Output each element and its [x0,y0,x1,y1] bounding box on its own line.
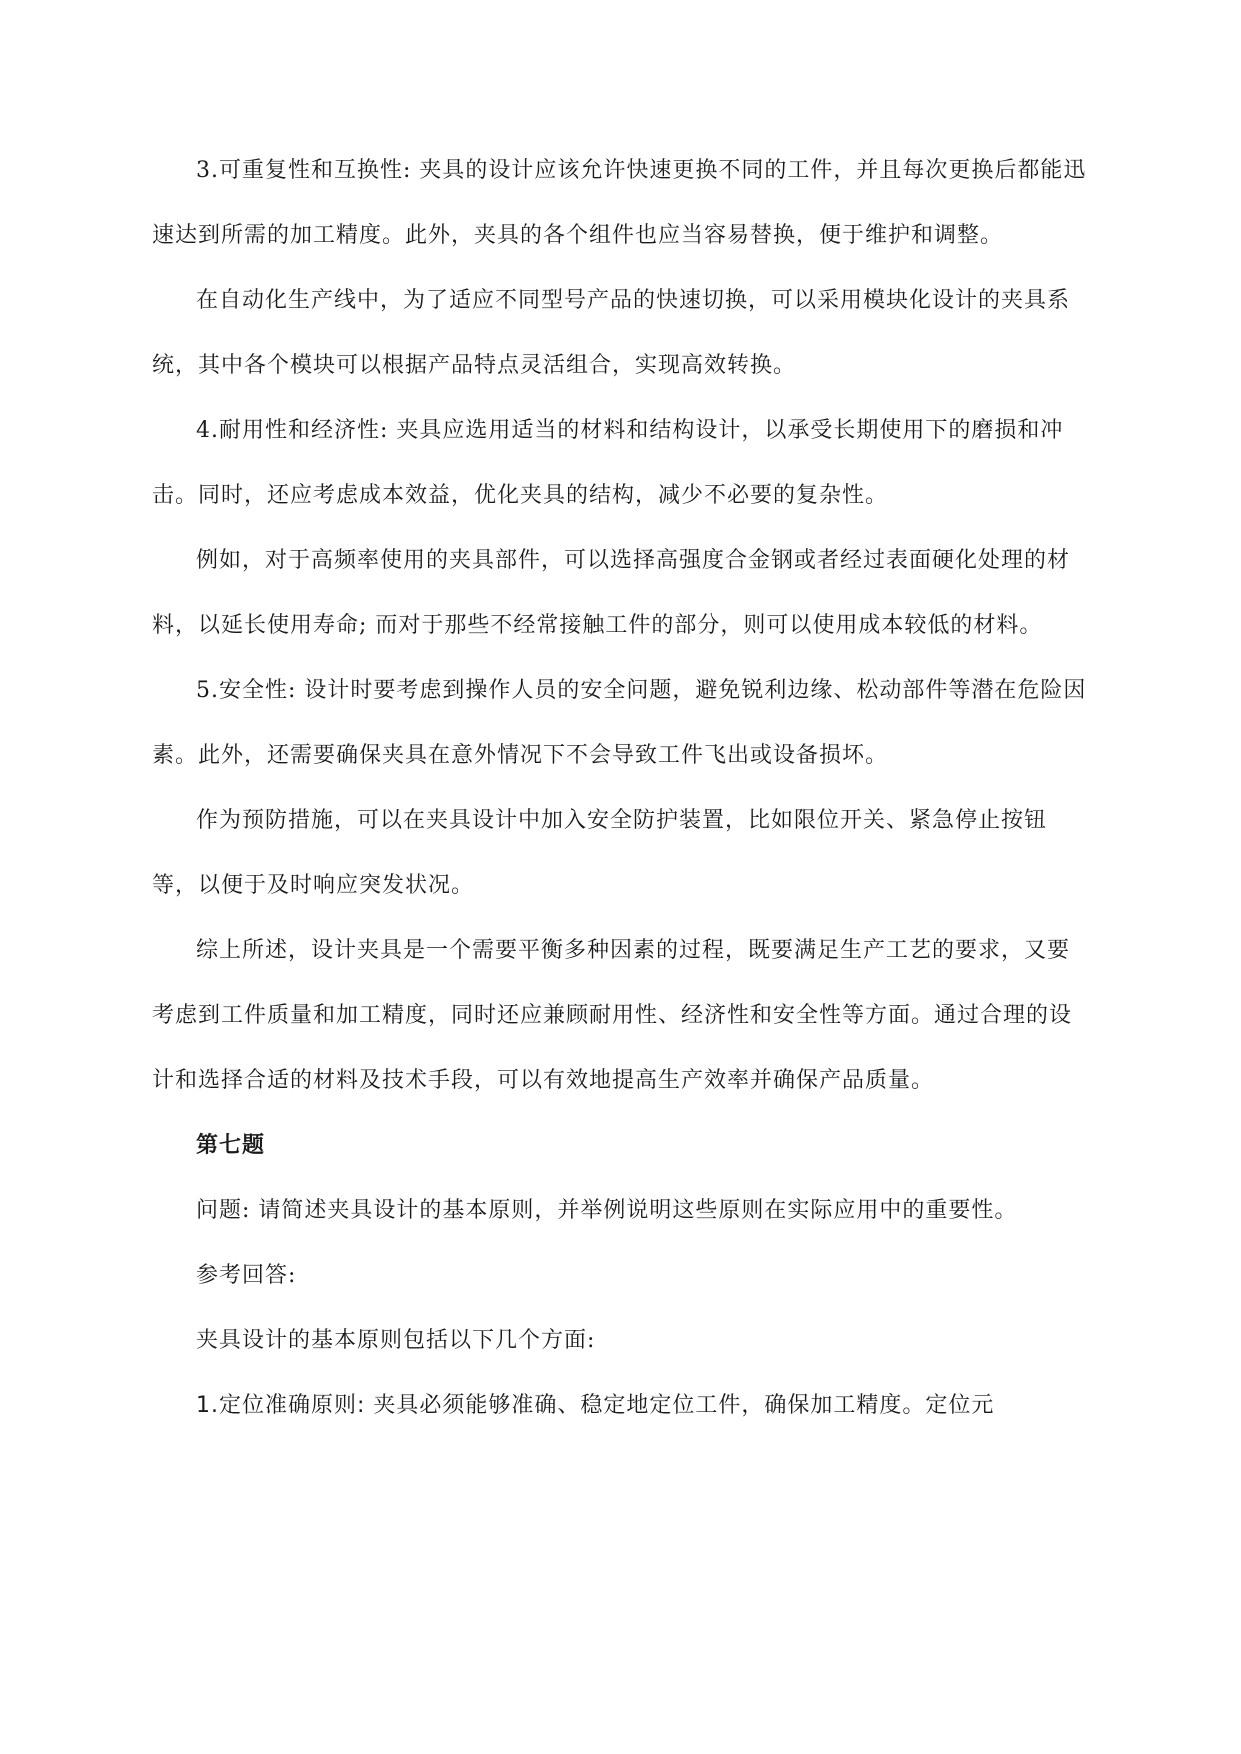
paragraph-interchangeability: 3.可重复性和互换性: 夹具的设计应该允许快速更换不同的工件，并且每次更换后都能迅速达到所需的加工精度。此外，夹具的各个组件也应当容易替换，便于维护和调整。 [152,158,1087,248]
paragraph-modular-design: 在自动化生产线中，为了适应不同型号产品的快速切换，可以采用模块化设计的夹具系统，其中各个模块可以根据产品特点灵活组合，实现高效转换。 [152,288,1071,378]
paragraph-durability: 4.耐用性和经济性: 夹具应选用适当的材料和结构设计，以承受长期使用下的磨损和冲击。同时，还应考虑成本效益，优化夹具的结构，减少不必要的复杂性。 [152,418,1064,508]
paragraph-safety: 5.安全性: 设计时要考虑到操作人员的安全问题，避免锐利边缘、松动部件等潜在危险因素。此外，还需要确保夹具在意外情况下不会导致工件飞出或设备损坏。 [152,678,1087,768]
question-text: 问题: 请简述夹具设计的基本原则，并举例说明这些原则在实际应用中的重要性。 [196,1198,1018,1223]
principle-1-text: 1.定位准确原则: 夹具必须能够准确、稳定地定位工件，确保加工精度。定位元 [196,1393,995,1418]
section-heading: 第七题 [196,1133,266,1158]
answer-intro: 夹具设计的基本原则包括以下几个方面: [196,1328,596,1353]
answer-label: 参考回答: [196,1263,297,1288]
paragraph-summary: 综上所述，设计夹具是一个需要平衡多种因素的过程，既要满足生产工艺的要求，又要考虑到工件质量和加工精度，同时还应兼顾耐用性、经济性和安全性等方面。通过合理的设计和选择合适的材料及技术手段，可以有效地提高生产效率并确保产品质量。 [152,938,1073,1093]
paragraph-safety-example: 作为预防措施，可以在夹具设计中加入安全防护装置，比如限位开关、紧急停止按钮等，以便于及时响应突发状况。 [152,808,1048,898]
document-body [152,138,1092,1438]
paragraph-durability-example: 例如，对于高频率使用的夹具部件，可以选择高强度合金钢或者经过表面硬化处理的材料，以延长使用寿命; 而对于那些不经常接触工件的部分，则可以使用成本较低的材料。 [152,548,1071,638]
